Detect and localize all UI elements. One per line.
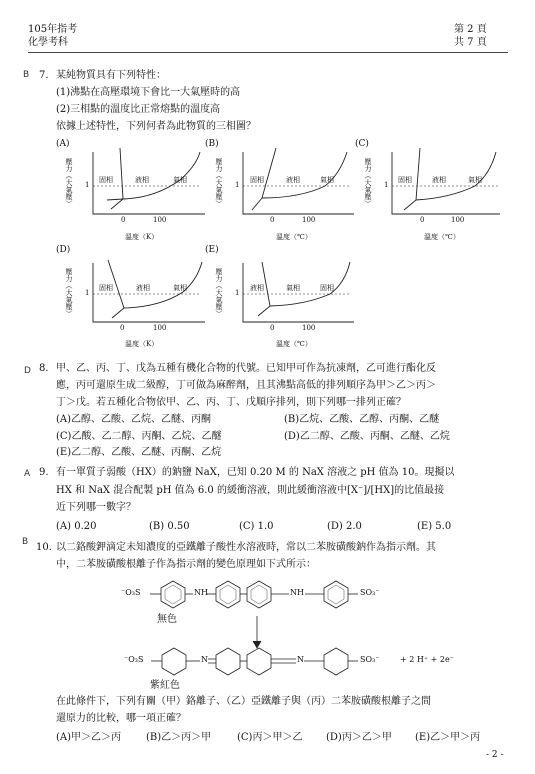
q9-option-e: (E) 5.0 [417,521,452,532]
c-x-axis: 溫度（℃） [424,233,460,241]
q8-option-a: (A)乙醇、乙酸、乙烷、乙醚、丙酮 [56,414,212,425]
q10-number: 10. [36,542,52,553]
ring-top-2 [216,581,240,608]
ring-bot-1 [162,648,186,675]
exam-title: 105年指考 [28,24,78,35]
ring-top-3 [247,581,271,608]
q10-option-d: (D)丙＞乙＞甲 [326,732,392,743]
bottom-sulfonate-right: SO₃⁻ [360,655,380,664]
q10-option-c: (C)丙＞甲＞乙 [237,732,303,743]
q9-option-c: (C) 1.0 [239,521,274,532]
b-x-axis: 溫度（℃） [276,233,312,241]
bottom-n-right: N [297,655,304,664]
d-tick-1: 1 [85,289,90,297]
q9-option-d: (D) 2.0 [327,521,362,532]
d-solid: 固相 [99,284,113,292]
q9-answer: A [24,469,31,479]
c-y-axis: 壓力（大氣壓） [364,158,372,207]
a-y-axis: 壓力（大氣壓） [65,158,73,207]
q9-number: 9. [39,467,49,478]
q7-condition-1: (1)沸點在高壓環境下會比一大氣壓時的高 [56,87,241,98]
q10-answer: B [22,537,29,547]
d-tick-0: 0 [120,324,125,332]
ring-bot-2 [216,648,240,675]
d-tick-100: 100 [153,324,167,332]
d-x-axis: 溫度（K） [125,340,159,348]
e-liquid: 液相 [250,284,264,292]
c-tick-0: 0 [420,216,425,224]
bottom-sulfonate-left: ⁻O₃S [124,655,144,664]
q9-line-3: 近下列哪一數字？ [56,502,136,513]
top-sulfonate-left: ⁻O₃S [121,588,141,597]
a-tick-1: 1 [85,181,90,189]
purple-label: 紫紅色 [150,680,180,691]
reaction-products: + 2 H⁺ + 2e⁻ [400,655,454,664]
d-y-axis: 壓力（大氣壓） [65,268,73,317]
a-gas: 氣相 [173,176,187,184]
option-c-label: (C) [355,139,369,149]
subject-title: 化學考科 [28,37,68,48]
top-nh-left: NH [194,588,208,597]
q9-line-1: 有一單質子弱酸（HX）的鈉鹽 NaX，已知 0.20 M 的 NaX 溶液之 pH 值為 10。現擬以 [56,467,455,478]
q9-option-a: (A) 0.20 [56,521,97,532]
q8-line-2: 應，丙可還原生成二級醇，丁可做為麻醉劑，且其沸點高低的排列順序為甲＞乙＞丙＞ [56,380,436,391]
q8-option-b: (B)乙烷、乙酸、乙醇、丙酮、乙醚 [284,414,440,425]
q10-option-b: (B)乙＞丙＞甲 [146,732,212,743]
q10-line-4: 還原力的比較，哪一項正確？ [56,713,186,724]
b-liquid: 液相 [286,176,300,184]
d-gas: 氣相 [173,284,187,292]
reaction-scheme [0,570,535,690]
bottom-n-left: N [201,655,208,664]
e-solid: 固相 [320,284,334,292]
c-liquid: 液相 [432,176,446,184]
q8-option-d: (D)乙二醇、乙酸、丙酮、乙醚、乙烷 [284,431,450,442]
option-d-label: (D) [56,245,71,255]
e-x-axis: 溫度（℃） [276,340,312,348]
q9-option-b: (B) 0.50 [149,521,190,532]
top-nh-right: NH [290,588,304,597]
ring-top-1 [161,581,185,608]
page-number: 第 2 頁 [454,24,487,35]
a-tick-100: 100 [153,216,167,224]
c-tick-1: 1 [384,181,389,189]
q7-number: 7. [39,70,49,81]
q10-option-e: (E)乙＞甲＞丙 [415,732,481,743]
phase-diagrams [0,0,535,360]
q10-option-a: (A)甲＞乙＞丙 [56,732,122,743]
q8-line-1: 甲、乙、丙、丁、戊為五種有機化合物的代號。已知甲可作為抗凍劑，乙可進行酯化反 [56,363,436,374]
q10-line-1: 以二鉻酸鉀滴定未知濃度的亞鐵離子酸性水溶液時，常以二苯胺磺酸鈉作為指示劑。其 [56,542,436,553]
ring-top-4 [324,581,348,608]
e-tick-1: 1 [235,289,240,297]
c-tick-100: 100 [451,216,465,224]
ring-bot-4 [324,648,348,675]
q8-option-c: (C)乙酸、乙二醇、丙酮、乙烷、乙醚 [56,431,222,442]
option-e-label: (E) [205,245,219,255]
e-tick-0: 0 [270,324,275,332]
a-x-axis: 溫度（K） [125,233,159,241]
a-tick-0: 0 [121,216,126,224]
b-y-axis: 壓力（大氣壓） [215,158,223,207]
colorless-label: 無色 [157,614,177,625]
ring-bot-3 [247,648,271,675]
page-total: 共 7 頁 [454,37,487,48]
option-b-label: (B) [205,139,219,149]
option-a-label: (A) [56,139,70,149]
q9-line-2: HX 和 NaX 混合配製 pH 值為 6.0 的緩衝溶液，則此緩衝溶液中[X⁻]/[HX]的比值最接 [56,485,445,496]
top-sulfonate-right: SO₃⁻ [360,588,380,597]
q7-question: 依據上述特性，下列何者為此物質的三相圖？ [56,121,256,132]
c-gas: 氣相 [468,176,482,184]
q8-option-e: (E)乙二醇、乙酸、乙醚、丙酮、乙烷 [56,447,222,458]
q10-line-3: 在此條件下，下列有關（甲）鉻離子、（乙）亞鐵離子與（丙）二苯胺磺酸根離子之間 [56,696,431,707]
b-tick-100: 100 [302,216,316,224]
a-liquid: 液相 [135,176,149,184]
e-y-axis: 壓力（大氣壓） [215,268,223,317]
a-solid: 固相 [99,176,113,184]
footer-page: - 2 - [486,750,504,760]
q7-condition-2: (2)三相點的溫度比正常熔點的溫度高 [56,104,221,115]
q8-line-3: 丁＞戊。若五種化合物依甲、乙、丙、丁、戊順序排列，則下列哪一排列正確？ [56,397,406,408]
q7-answer: B [23,70,30,80]
q7-stem: 某純物質具有下列特性： [56,70,166,81]
c-solid: 固相 [398,176,412,184]
q8-number: 8. [39,363,49,374]
q8-answer: D [24,366,31,376]
q10-line-2: 中，二苯胺磺酸根離子作為指示劑的變色原理如下式所示： [56,559,316,570]
b-gas: 氣相 [320,176,334,184]
d-liquid: 液相 [136,284,150,292]
e-tick-100: 100 [302,324,316,332]
b-tick-1: 1 [235,181,240,189]
b-solid: 固相 [250,176,264,184]
b-tick-0: 0 [270,216,275,224]
e-gas: 氣相 [286,284,300,292]
